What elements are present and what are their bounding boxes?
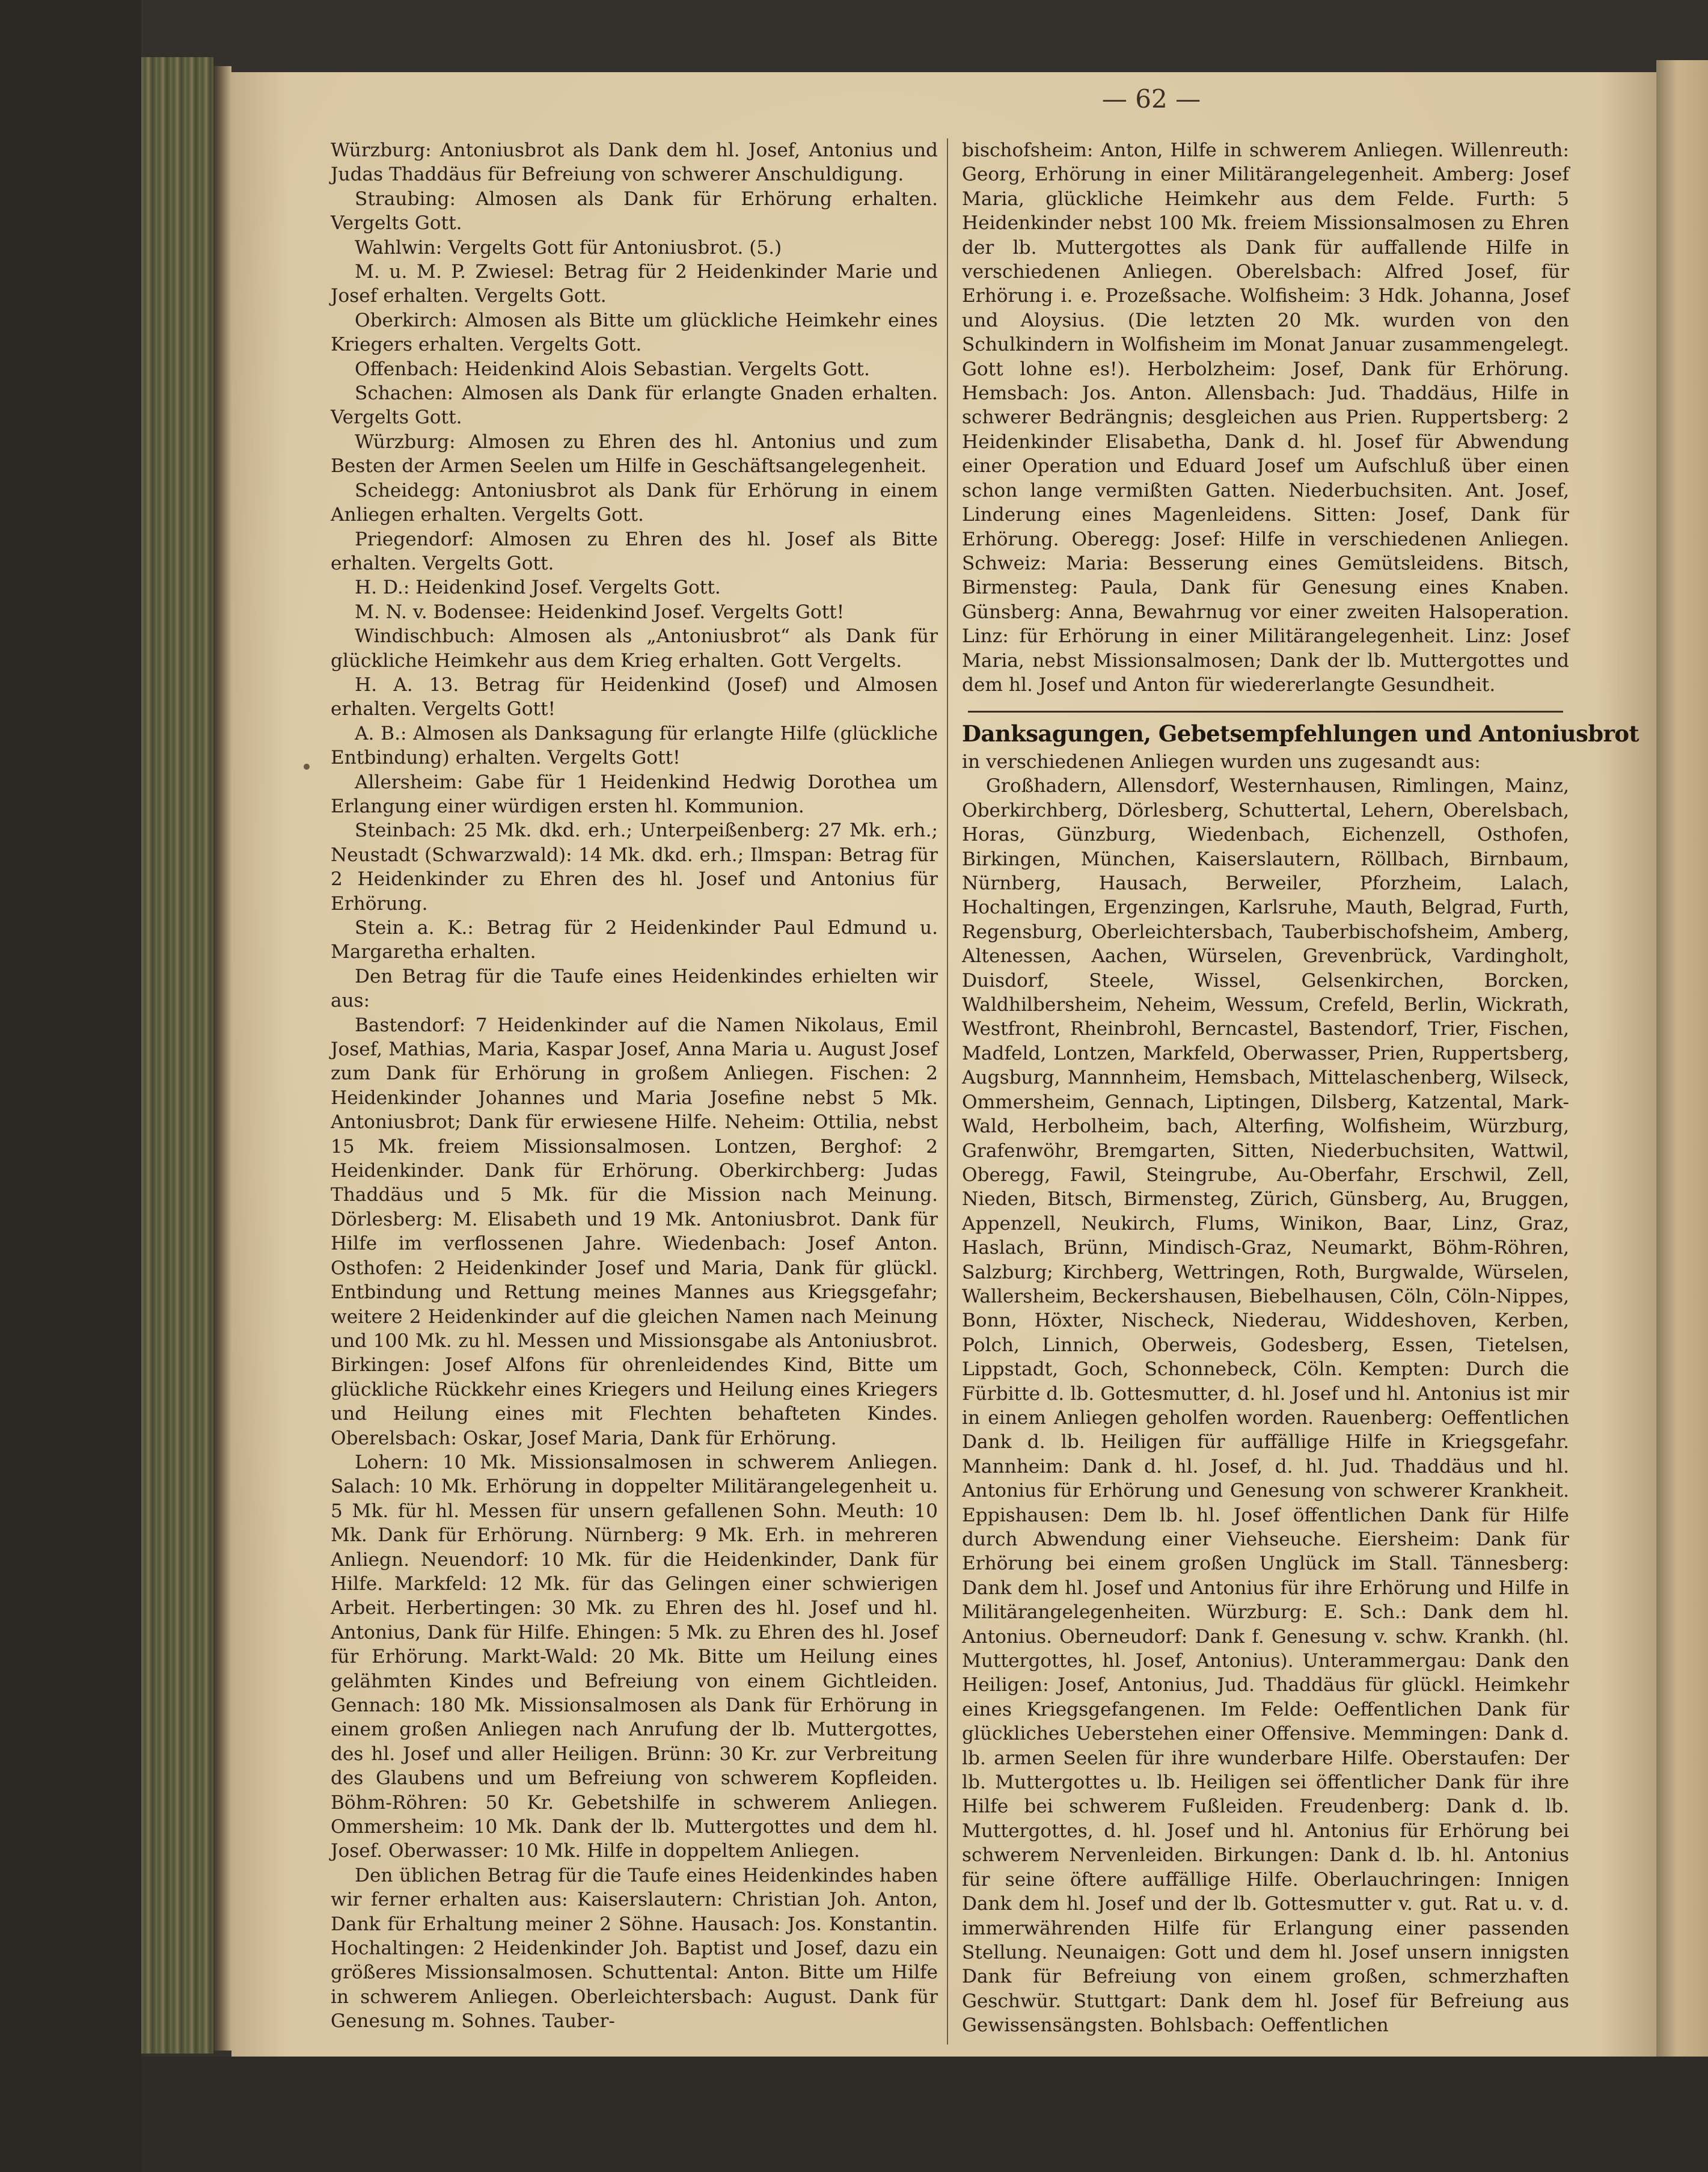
paragraph: Oberkirch: Almosen als Bitte um glückliche Heimkehr eines Kriegers erhalten. Vergelts Gott. (331, 309, 938, 356)
paragraph: Bastendorf: 7 Heidenkinder auf die Namen Nikolaus, Emil Josef, Mathias, Maria, Kaspar Josef, Anna Maria u. August Josef zum Dank für Erhörung in großem Anliegen. Fischen: 2 Heidenkinder Johannes und Maria Josefine nebst 5 Mk. Antoniusbrot; Dank für erwiesene Hilfe. Neheim: Ottilia, nebst 15 Mk. freiem Missionsalmosen. Lontzen, Berghof: 2 Heidenkinder. Dank für Erhörung. Oberkirchberg: Judas Thaddäus und 5 Mk. für die Mission nach Meinung. Dörlesberg: M. Elisabeth und 19 Mk. Antoniusbrot. Dank für Hilfe im verflossenen Jahre. Wiedenbach: Josef Anton. Osthofen: 2 Heidenkinder Josef und Maria, Dank für glückl. Entbindung und Rettung meines Mannes aus Kriegsgefahr; weitere 2 Heidenkinder auf die gleichen Namen nach Meinung und 100 Mk. zu hl. Messen und Missionsgabe als Antoniusbrot. Birkingen: Josef Alfons für ohrenleidendes Kind, Bitte um glückliche Rückkehr eines Kriegers und Heilung eines Kriegers und Heilung eines mit Flechten behafteten Kindes. Oberelsbach: Oskar, Josef Maria, Dank für Erhörung. (331, 1014, 938, 1449)
section-heading: Danksagungen, Gebetsempfehlungen und Antoniusbrot (962, 720, 1639, 747)
paragraph: bischofsheim: Anton, Hilfe in schwerem Anliegen. Willenreuth: Georg, Erhörung in einer Militärangelegenheit. Amberg: Josef Maria, glückliche Heimkehr aus dem Felde. Furth: 5 Heidenkinder nebst 100 Mk. freiem Missionsalmosen zu Ehren der lb. Muttergottes als Dank für auffallende Hilfe in verschiedenen Anliegen. Oberelsbach: Alfred Josef, für Erhörung i. e. Prozeßsache. Wolfisheim: 3 Hdk. Johanna, Josef und Aloysius. (Die letzten 20 Mk. wurden von den Schulkindern in Wolfisheim im Monat Januar zusammengelegt. Gott lohne es!). Herbolzheim: Josef, Dank für Erhörung. Hemsbach: Jos. Anton. Allensbach: Jud. Thaddäus, Hilfe in schwerer Bedrängnis; desgleichen aus Prien. Ruppertsberg: 2 Heidenkinder Elisabetha, Dank d. hl. Josef für Abwendung einer Operation und Eduard Josef um Aufschluß über einen schon lange vermißten Gatten. Niederbuchsiten. Ant. Josef, Linderung eines Magenleidens. Sitten: Josef, Dank für Erhörung. Oberegg: Josef: Hilfe in verschiedenen Anliegen. Schweiz: Maria: Besserung eines Gemütsleidens. Bitsch, Birmensteg: Paula, Dank für Genesung eines Knaben. Günsberg: Anna, Bewahrnug vor einer zweiten Halsoperation. Linz: für Erhörung in einer Militärangelegenheit. Linz: Josef Maria, nebst Missionsalmosen; Dank der lb. Muttergottes und dem hl. Josef und Anton für wiedererlangte Gesundheit. (962, 140, 1569, 696)
facing-page-edge (1656, 60, 1708, 2057)
paragraph: A. B.: Almosen als Danksagung für erlangte Hilfe (glückliche Entbindung) erhalten. Vergelts Gott! (331, 722, 938, 769)
paragraph: Schachen: Almosen als Dank für erlangte Gnaden erhalten. Vergelts Gott. (331, 382, 938, 429)
right-column-top (962, 138, 1569, 697)
paragraph: H. D.: Heidenkind Josef. Vergelts Gott. (355, 577, 721, 599)
paragraph: Wahlwin: Vergelts Gott für Antoniusbrot. (5.) (355, 236, 782, 259)
paragraph: M. u. M. P. Zwiesel: Betrag für 2 Heidenkinder Marie und Josef erhalten. Vergelts Gott. (331, 261, 938, 307)
scan-bottom-margin (141, 2057, 1708, 2172)
paragraph: Straubing: Almosen als Dank für Erhörung erhalten. Vergelts Gott. (331, 188, 938, 235)
paragraph: Würzburg: Almosen zu Ehren des hl. Antonius und zum Besten der Armen Seelen um Hilfe in Geschäftsangelegenheit. (331, 431, 938, 477)
paragraph: M. N. v. Bodensee: Heidenkind Josef. Vergelts Gott! (355, 601, 845, 623)
paragraph: Lohern: 10 Mk. Missionsalmosen in schwerem Anliegen. Salach: 10 Mk. Erhörung in doppelter Militärangelegenheit u. 5 Mk. für hl. Messen für unsern gefallenen Sohn. Meuth: 10 Mk. Dank für Erhörung. Nürnberg: 9 Mk. Erh. in mehreren Anliegn. Neuendorf: 10 Mk. für die Heidenkinder, Dank für Hilfe. Markfeld: 12 Mk. für das Gelingen einer schwierigen Arbeit. Herbertingen: 30 Mk. zu Ehren des hl. Josef und hl. Antonius, Dank für Hilfe. Ehingen: 5 Mk. zu Ehren des hl. Josef für Erhörung. Markt-Wald: 20 Mk. Bitte um Heilung eines gelähmten Kindes und Befreiung von einem Gichtleiden. Gennach: 180 Mk. Missionsalmosen als Dank für Erhörung in einem großen Anliegen nach Anrufung der lb. Muttergottes, des hl. Josef und aller Heiligen. Brünn: 30 Kr. zur Verbreitung des Glaubens und um Befreiung von schwerem Kopfleiden. Böhm-Röhren: 50 Kr. Gebetshilfe in schwerem Anliegen. Ommersheim: 10 Mk. Dank der lb. Muttergottes und dem hl. Josef. Oberwasser: 10 Mk. Hilfe in doppeltem Anliegen. (331, 1451, 938, 1862)
paragraph: Den Betrag für die Taufe eines Heidenkindes erhielten wir aus: (331, 965, 938, 1012)
paragraph: Stein a. K.: Betrag für 2 Heidenkinder Paul Edmund u. Margaretha erhalten. (331, 917, 938, 963)
paragraph: Würzburg: Antoniusbrot als Dank dem hl. Josef, Antonius und Judas Thaddäus für Befreiung von schwerer Anschuldigung. (331, 140, 938, 186)
paragraph: H. A. 13. Betrag für Heidenkind (Josef) und Almosen erhalten. Vergelts Gott! (331, 673, 938, 720)
scan-background (0, 0, 141, 2172)
paragraph: Großhadern, Allensdorf, Westernhausen, Rimlingen, Mainz, Oberkirchberg, Dörlesberg, Schuttertal, Lehern, Oberelsbach, Horas, Günzburg, Wiedenbach, Eichenzell, Osthofen, Birkingen, München, Kaiserslautern, Röllbach, Birnbaum, Nürnberg, Hausach, Berweiler, Pforzheim, Lalach, Hochaltingen, Ergenzingen, Karlsruhe, Mauth, Belgrad, Furth, Regensburg, Oberleichtersbach, Tauberbischofsheim, Amberg, Altenessen, Aachen, Würselen, Grevenbrück, Vardingholt, Duisdorf, Steele, Wissel, Gelsenkirchen, Borcken, Waldhilbersheim, Neheim, Wessum, Crefeld, Berlin, Wickrath, Westfront, Rheinbrohl, Berncastel, Bastendorf, Trier, Fischen, Madfeld, Lontzen, Markfeld, Oberwasser, Prien, Ruppertsberg, Augsburg, Mannnheim, Hemsbach, Mittelaschenberg, Wilseck, Ommersheim, Gennach, Liptingen, Dilsberg, Katzental, Mark-Wald, Herbolheim, bach, Alterfing, Wolfisheim, Würzburg, Grafenwöhr, Bremgarten, Sitten, Niederbuchsiten, Wattwil, Oberegg, Fawil, Steingrube, Au-Oberfahr, Erschwil, Zell, Nieden, Bitsch, Birmensteg, Zürich, Günsberg, Au, Bruggen, Appenzell, Neukirch, Flums, Winikon, Baar, Linz, Graz, Haslach, Brünn, Mindisch-Graz, Neumarkt, Böhm-Röhren, Salzburg; Kirchberg, Wettringen, Roth, Burgwalde, Würselen, Wallersheim, Beckershausen, Biebelhausen, Cöln, Cöln-Nippes, Bonn, Höxter, Nischeck, Niederau, Widdeshoven, Kerben, Polch, Linnich, Oberweis, Godesberg, Essen, Tietelsen, Lippstadt, Goch, Schonnebeck, Cöln. Kempten: Durch die Fürbitte d. lb. Gottesmutter, d. hl. Josef und hl. Antonius ist mir in einem Anliegen geholfen worden. Rauenberg: Oeffentlichen Dank d. lb. Heiligen für auffällige Hilfe in Kriegsgefahr. Mannheim: Dank d. hl. Josef, d. hl. Jud. Thaddäus und hl. Antonius für Erhörung und Genesung von schwerer Krankheit. Eppishausen: Dem lb. hl. Josef öffentlichen Dank für Hilfe durch Abwendung einer Viehseuche. Eiersheim: Dank für Erhörung bei einem großen Unglück im Stall. Tännesberg: Dank dem hl. Josef und Antonius für ihre Erhörung und Hilfe in Militärangelegenheiten. Würzburg: E. Sch.: Dank dem hl. Antonius. Oberneudorf: Dank f. Genesung v. schw. Krankh. (hl. Muttergottes, hl. Josef, Antonius). Unterammergau: Dank den Heiligen: Josef, Antonius, Jud. Thaddäus für glückl. Heimkehr eines Kriegsgefangenen. Im Felde: Oeffentlichen Dank für glückliches Ueberstehen einer Offensive. Memmingen: Dank d. lb. armen Seelen für ihre wunderbare Hilfe. Oberstaufen: Der lb. Muttergottes u. lb. Heiligen sei öffentlicher Dank für ihre Hilfe bei schwerem Fußleiden. Freudenberg: Dank d. lb. Muttergottes, d. hl. Josef und hl. Antonius für Erhörung bei schwerem Nervenleiden. Birkungen: Dank d. lb. hl. Antonius für seine öftere auffällige Hilfe. Oberlauchringen: Innigen Dank dem hl. Josef und der lb. Gottesmutter v. gut. Rat u. v. d. immerwährenden Hilfe für Erlangung einer passenden Stellung. Neunaigen: Gott und dem hl. Josef unsern innigsten Dank für Befreiung von einem großen, schmerzhaften Geschwür. Stuttgart: Dank dem hl. Josef für Befreiung aus Gewissensängsten. Bohlsbach: Oeffentlichen (962, 775, 1569, 2037)
left-column (331, 138, 938, 2034)
column-divider (947, 138, 948, 2045)
paragraph: Den üblichen Betrag für die Taufe eines Heidenkindes haben wir ferner erhalten aus: Kaiserslautern: Christian Joh. Anton, Dank für Erhaltung meiner 2 Söhne. Hausach: Jos. Konstantin. Hochaltingen: 2 Heidenkinder Joh. Baptist und Josef, dazu ein größeres Missionsalmosen. Schuttental: Anton. Bitte um Hilfe in schwerem Anliegen. Oberleichtersbach: August. Dank für Genesung m. Sohnes. Tauber- (331, 1864, 938, 2032)
page-number: — 62 — (1101, 84, 1201, 114)
paragraph: Steinbach: 25 Mk. dkd. erh.; Unterpeißenberg: 27 Mk. erh.; Neustadt (Schwarzwald): 14 Mk. dkd. erh.; Ilmspan: Betrag für 2 Heidenkinder zu Ehren des hl. Josef und Antonius für Erhörung. (331, 820, 938, 915)
section-rule (968, 711, 1563, 713)
paragraph: Windischbuch: Almosen als „Antoniusbrot“ als Dank für glückliche Heimkehr aus dem Krieg erhalten. Gott Vergelts. (331, 625, 938, 672)
paragraph: Allersheim: Gabe für 1 Heidenkind Hedwig Dorothea um Erlangung einer würdigen ersten hl. Kommunion. (331, 771, 938, 817)
paragraph: in verschiedenen Anliegen wurden uns zugesandt aus: (962, 751, 1481, 773)
paragraph: Priegendorf: Almosen zu Ehren des hl. Josef als Bitte erhalten. Vergelts Gott. (331, 528, 938, 574)
right-column-bottom (962, 750, 1569, 2038)
paragraph: Offenbach: Heidenkind Alois Sebastian. Vergelts Gott. (355, 358, 870, 380)
page-stack-edge (213, 66, 231, 2051)
paragraph: Scheidegg: Antoniusbrot als Dank für Erhörung in einem Anliegen erhalten. Vergelts Gott. (331, 479, 938, 526)
ink-spot (304, 764, 310, 770)
book-page (231, 72, 1656, 2057)
marbled-book-cover (141, 57, 213, 2054)
